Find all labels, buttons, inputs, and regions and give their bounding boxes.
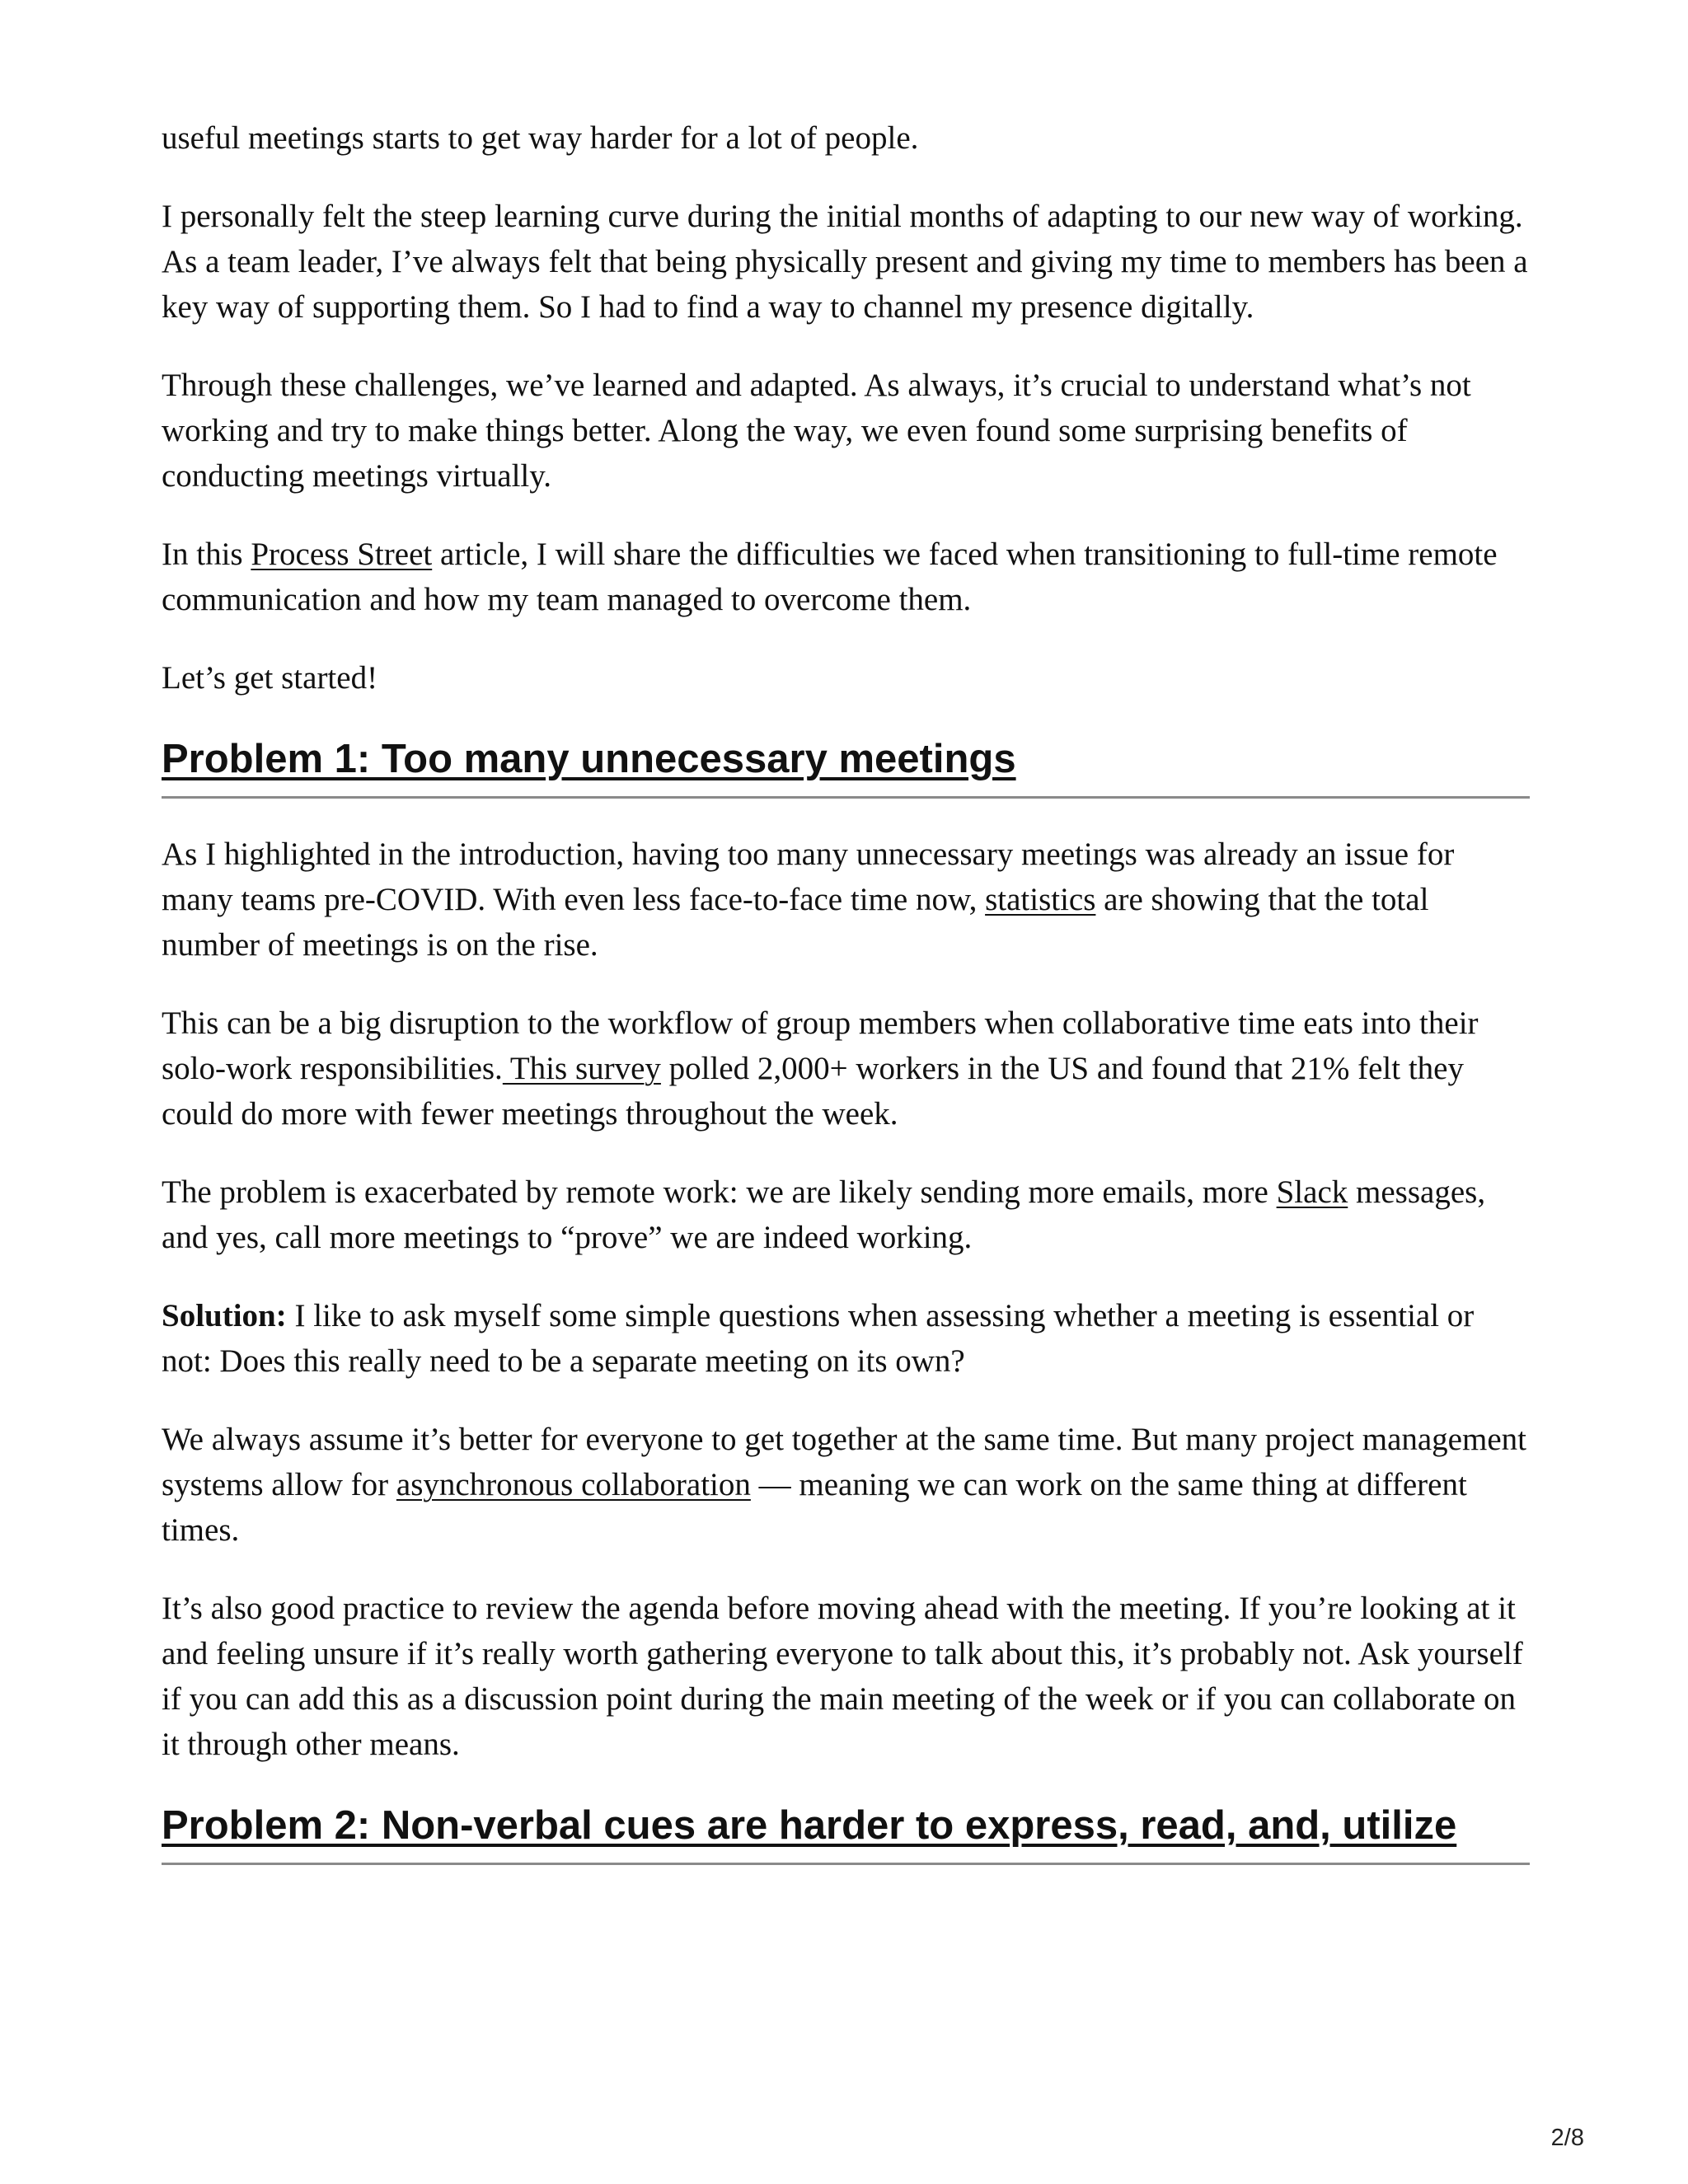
page-number: 2/8 (1550, 2125, 1584, 2151)
intro-paragraph-4-text-before: In this (162, 537, 251, 572)
problem-1-paragraph-2 (162, 1001, 1530, 1137)
intro-paragraph-3: Through these challenges, we’ve learned and adapted. As always, it’s crucial to understand what’s not working and try to make things better. Along the way, we even found some surprising benefits of conducting meetings virtually. (162, 368, 1471, 494)
problem-2-heading (162, 1800, 1530, 1865)
problem-1-paragraph-6: It’s also good practice to review the agenda before moving ahead with the meeting. If you’re looking at it and feeling unsure if it’s really worth gathering everyone to talk about this, it’s probably not. Ask yourself if you can add this as a discussion point during the main meeting of the week or if you can collaborate on it through other means. (162, 1591, 1523, 1762)
problem-1-paragraph-1-text-before: As I highlighted in the introduction, having too many unnecessary meetings was already an issue for many teams pre-COVID. With even less face-to-face time now, (162, 837, 1455, 917)
survey-link[interactable]: This survey (502, 1051, 661, 1086)
intro-paragraph-2: I personally felt the steep learning curve during the initial months of adapting to our new way of working. As a team leader, I’ve always felt that being physically present and giving my time to members has been a key way of supporting them. So I had to find a way to channel my presence digitally. (162, 199, 1528, 325)
problem-2-heading-link[interactable]: Problem 2: Non-verbal cues are harder to express, read, and, utilize (162, 1803, 1457, 1848)
slack-link[interactable]: Slack (1276, 1174, 1348, 1210)
asynchronous-collaboration-link[interactable]: asynchronous collaboration (396, 1467, 751, 1502)
statistics-link[interactable]: statistics (985, 882, 1096, 917)
intro-paragraph-4 (162, 532, 1530, 622)
intro-paragraph-1: useful meetings starts to get way harder for a lot of people. (162, 120, 919, 156)
article-body (162, 115, 1530, 1898)
problem-1-paragraph-1-text-after: are showing that the total number of meetings is on the rise. (162, 882, 1429, 963)
problem-1-heading (162, 733, 1530, 799)
problem-1-paragraph-5-text-after: — meaning we can work on the same thing at different times. (162, 1467, 1467, 1548)
process-street-link[interactable]: Process Street (251, 537, 433, 572)
problem-1-paragraph-5 (162, 1417, 1530, 1553)
intro-paragraph-5: Let’s get started! (162, 660, 378, 696)
problem-1-paragraph-3-text-before: The problem is exacerbated by remote work: we are likely sending more emails, more (162, 1174, 1277, 1210)
solution-text: I like to ask myself some simple questions when assessing whether a meeting is essential or not: Does this really need to be a separate meeting on its own? (162, 1298, 1475, 1379)
solution-paragraph (162, 1293, 1530, 1384)
problem-1-paragraph-1 (162, 832, 1530, 968)
problem-1-paragraph-3-text-after: messages, and yes, call more meetings to “prove” we are indeed working. (162, 1174, 1486, 1255)
problem-1-paragraph-3 (162, 1169, 1530, 1260)
problem-1-paragraph-5-text-before: We always assume it’s better for everyone to get together at the same time. But many project management systems allow for (162, 1422, 1526, 1502)
problem-1-paragraph-2-text-after: polled 2,000+ workers in the US and found that 21% felt they could do more with fewer meetings throughout the week. (162, 1051, 1464, 1132)
problem-1-paragraph-2-text-before: This can be a big disruption to the workflow of group members when collaborative time eats into their solo-work responsibilities. (162, 1005, 1479, 1086)
intro-paragraph-4-text-after: article, I will share the difficulties we faced when transitioning to full-time remote communication and how my team managed to overcome them. (162, 537, 1498, 617)
solution-label: Solution: (162, 1298, 287, 1333)
problem-1-heading-link[interactable]: Problem 1: Too many unnecessary meetings (162, 737, 1016, 781)
